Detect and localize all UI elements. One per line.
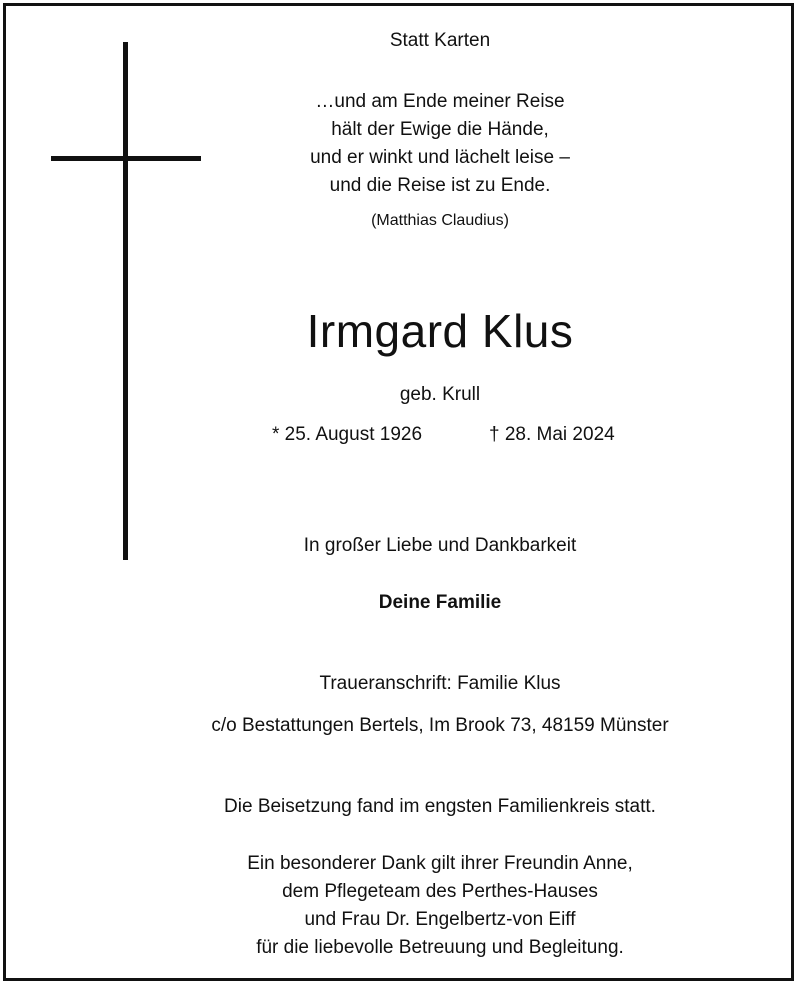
poem-line: …und am Ende meiner Reise [315, 91, 565, 112]
thanks-line: für die liebevolle Betreuung und Begleitung. [256, 937, 624, 958]
address-line-2: c/o Bestattungen Bertels, Im Brook 73, 48159 Münster [211, 715, 669, 736]
poem-line: und er winkt und lächelt leise – [310, 147, 570, 168]
thanks-line: dem Pflegeteam des Perthes-Hauses [282, 881, 598, 902]
poem [60, 88, 800, 200]
header-text: Statt Karten [389, 30, 491, 51]
address-line-1: Traueranschrift: Familie Klus [319, 673, 561, 694]
closing-text: In großer Liebe und Dankbarkeit [303, 535, 577, 556]
poem-author: (Matthias Claudius) [371, 212, 509, 229]
thanks-line: und Frau Dr. Engelbertz-von Eiff [304, 909, 576, 930]
poem-line: hält der Ewige die Hände, [331, 119, 549, 140]
poem-line: und die Reise ist zu Ende. [329, 175, 551, 196]
birth-date: * 25. August 1926 [272, 424, 423, 445]
death-date: † 28. Mai 2024 [489, 424, 615, 445]
thanks-block [60, 850, 800, 962]
signature: Deine Familie [378, 592, 502, 613]
burial-note: Die Beisetzung fand im engsten Familienkreis statt. [224, 796, 656, 817]
birth-name: geb. Krull [399, 384, 481, 405]
thanks-line: Ein besonderer Dank gilt ihrer Freundin Anne, [247, 853, 633, 874]
deceased-name: Irmgard Klus [306, 305, 574, 357]
